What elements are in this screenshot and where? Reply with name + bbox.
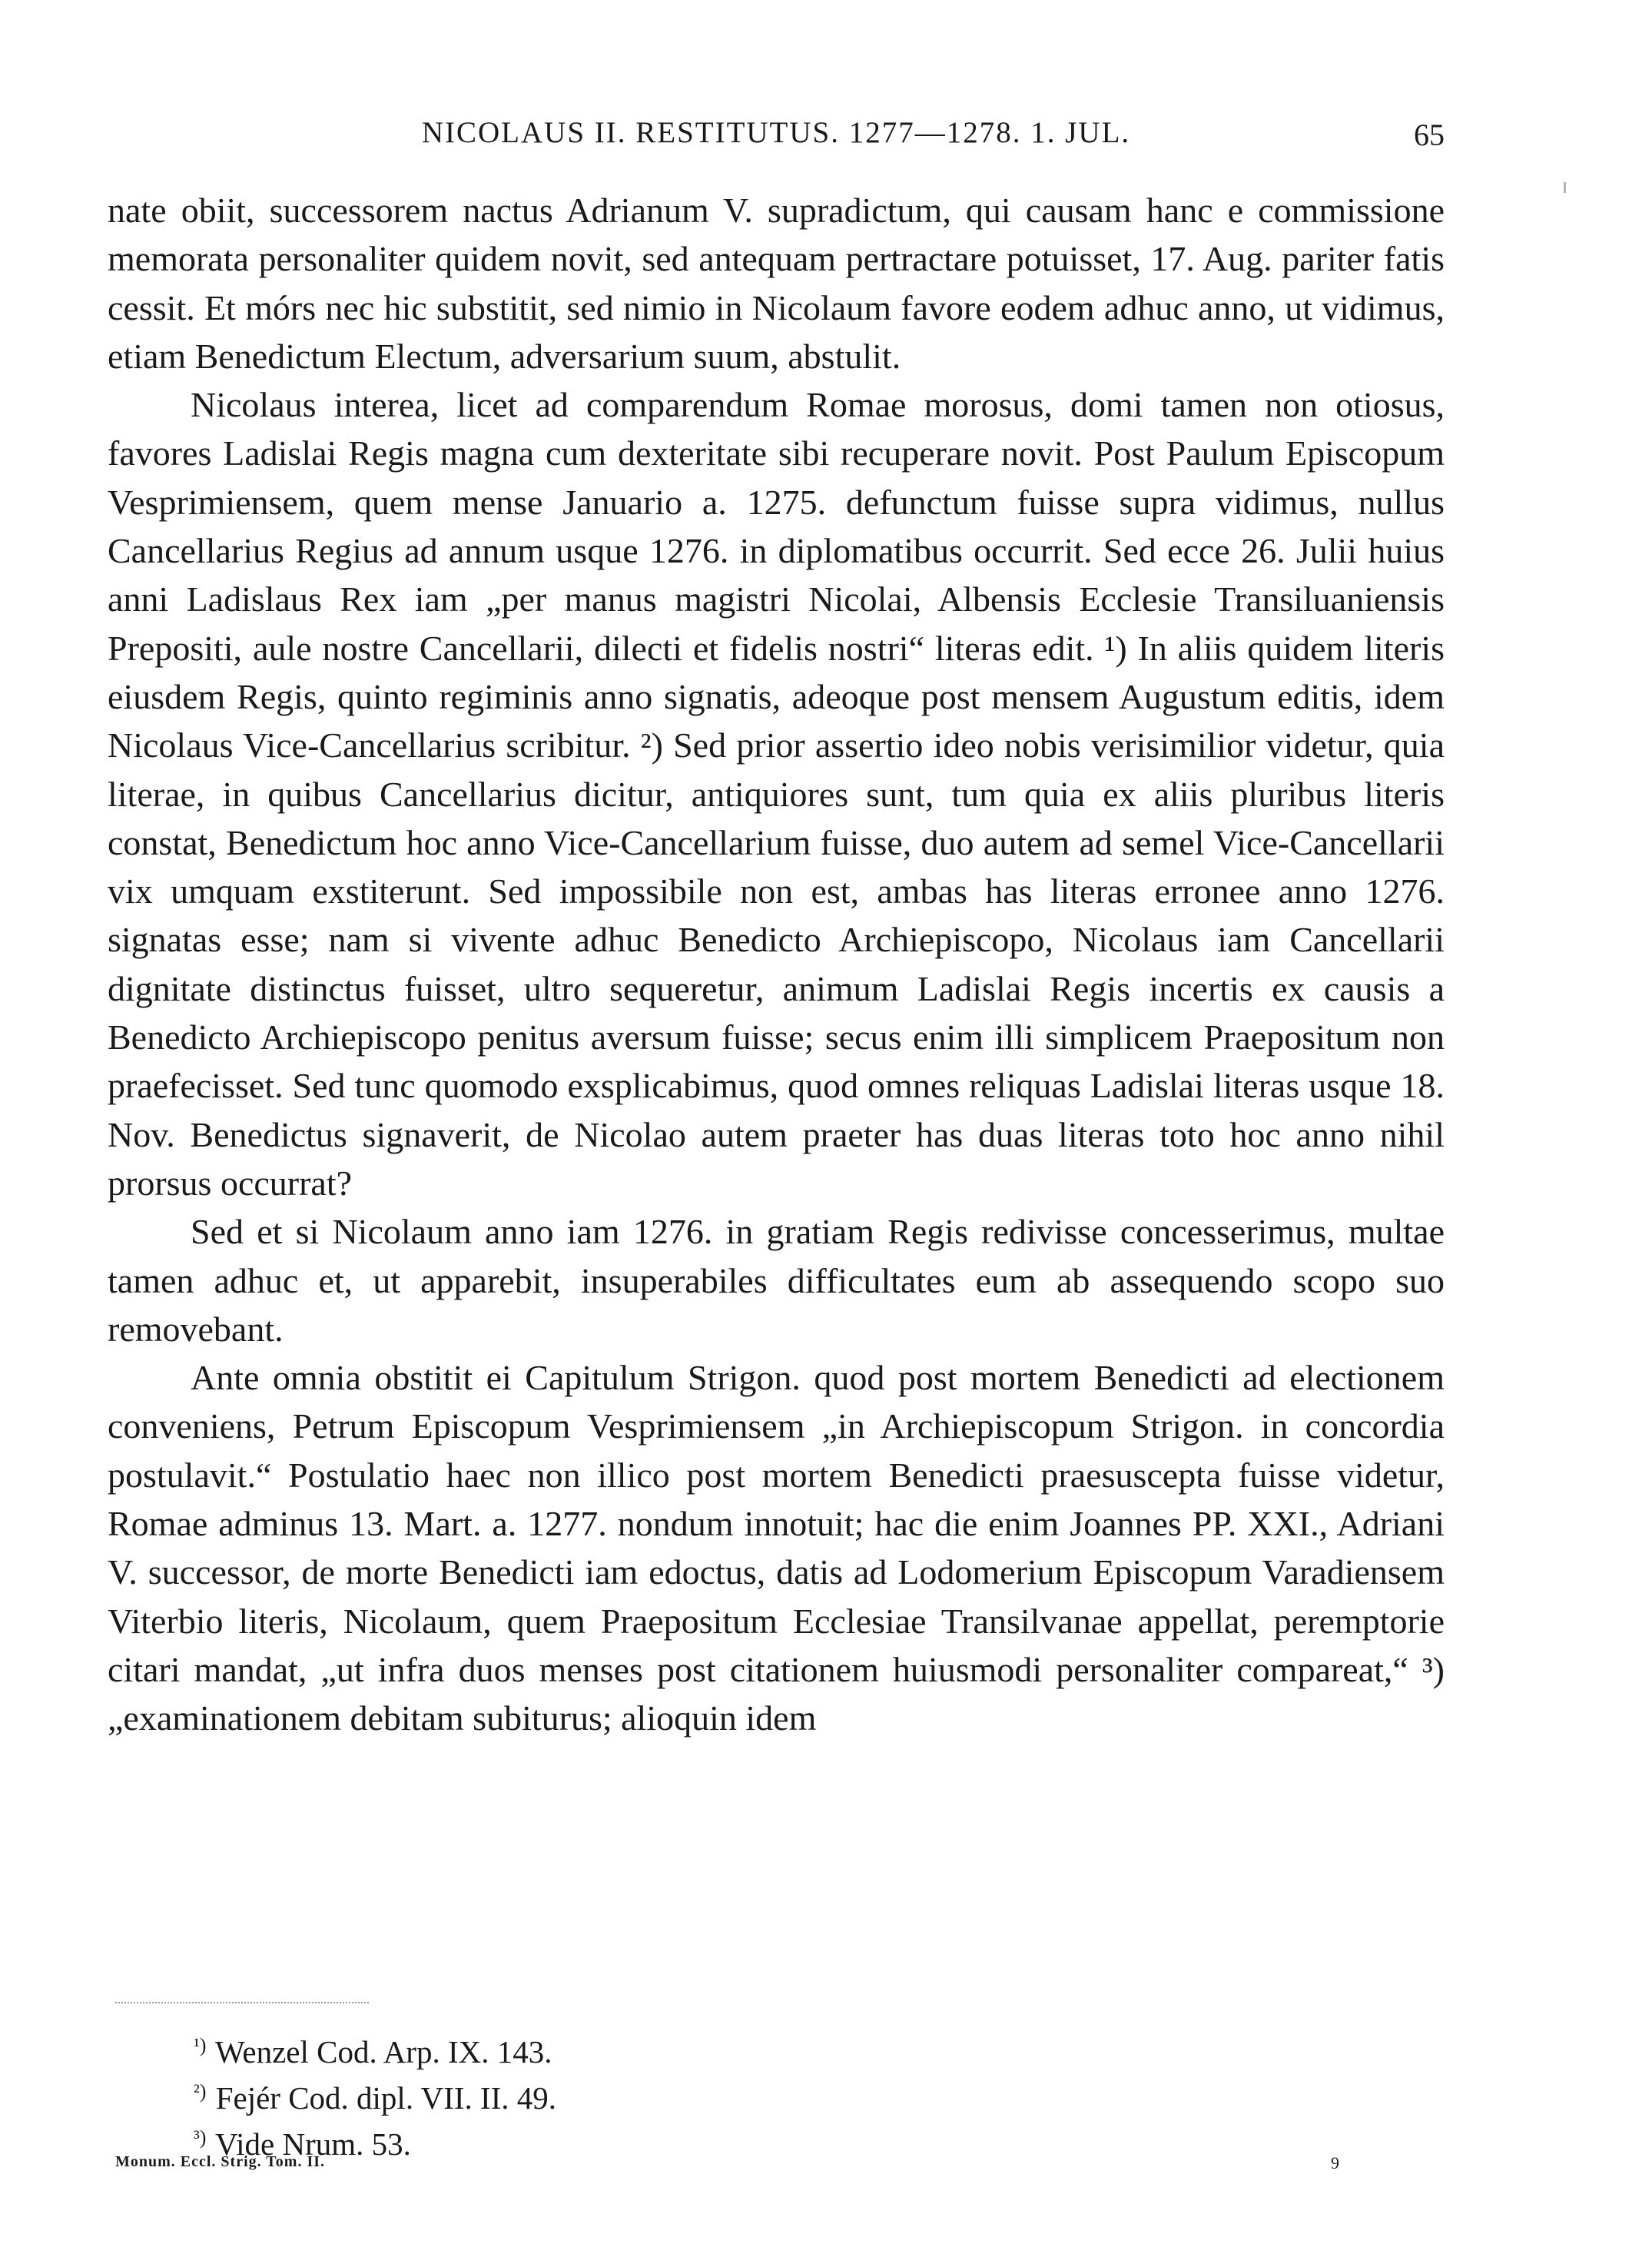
- page-number: 65: [1414, 118, 1445, 152]
- footnote-3: [194, 2118, 1116, 2164]
- margin-mark: [1564, 182, 1566, 193]
- signature-mark: 9: [1331, 2153, 1339, 2172]
- footnote-marker: ²): [194, 2080, 207, 2103]
- paragraph-ante-omnia: Ante omnia obstitit ei Capitulum Strigon. quod post mortem Benedicti ad electionem conveniens, Petrum Episcopum Vesprimiensem „in Archiepiscopum Strigon. in concordia postulavit.“ Postulatio haec non illico post mortem Benedicti praesuscepta fuisse videtur, Romae adminus 13. Mart. a. 1277. nondum innotuit; hac die enim Joannes PP. XXI., Adriani V. successor, de morte Benedicti iam edoctus, datis ad Lodomerium Episcopum Varadiensem Viterbio literis, Nicolaum, quem Praepositum Ecclesiae Transilvanae appellat, peremptorie citari mandat, „ut infra duos menses post citationem huiusmodi personaliter compareat,“ ³) „examinationem debitam subiturus; alioquin idem: [108, 1358, 1445, 1738]
- footnote-divider: [115, 2002, 369, 2003]
- running-title: NICOLAUS II. RESTITUTUS. 1277—1278. 1. JUL.: [421, 116, 1131, 149]
- paragraph-continuation: nate obiit, successorem nactus Adrianum V. supradictum, qui causam hanc e commissione memorata personaliter quidem novit, sed antequam pertractare potuisset, 17. Aug. pariter fatis cessit. Et mórs nec hic substitit, sed nimio in Nicolaum favore eodem adhuc anno, ut vidimus, etiam Benedictum Electum, adversarium suum, abstulit.: [108, 191, 1445, 376]
- footnote-2: [194, 2072, 1116, 2118]
- paragraph-nicolaus-interea: Nicolaus interea, licet ad comparendum Romae morosus, domi tamen non otiosus, favores Ladislai Regis magna cum dexteritate sibi recuperare novit. Post Paulum Episcopum Vesprimiensem, quem mense Januario a. 1275. defunctum fuisse supra vidimus, nullus Cancellarius Regius ad annum usque 1276. in diplomatibus occurrit. Sed ecce 26. Julii huius anni Ladislaus Rex iam „per manus magistri Nicolai, Albensis Ecclesie Transiluaniensis Prepositi, aule nostre Cancellarii, dilecti et fidelis nostri“ literas edit. ¹) In aliis quidem literis eiusdem Regis, quinto regiminis anno signatis, adeoque post mensem Augustum editis, idem Nicolaus Vice-Cancellarius scribitur. ²) Sed prior assertio ideo nobis verisimilior videtur, quia literae, in quibus Cancellarius dicitur, antiquiores sunt, tum quia ex aliis pluribus literis constat, Benedictum hoc anno Vice-Cancellarium fuisse, duo autem ad semel Vice-Cancellarii vix umquam exstiterunt. Sed impossibile non est, ambas has literas erronee anno 1276. signatas esse; nam si vivente adhuc Benedicto Archiepiscopo, Nicolaus iam Cancellarii dignitate distinctus fuisset, ultro sequeretur, animum Ladislai Regis incertis ex causis a Benedicto Archiepiscopo penitus aversum fuisse; secus enim illi simplicem Praepositum non praefecisset. Sed tunc quomodo exsplicabimus, quod omnes reliquas Ladislai literas usque 18. Nov. Benedictus signaverit, de Nicolao autem praeter has duas literas toto hoc anno nihil prorsus occurrat?: [108, 385, 1445, 1203]
- footnote-1: [194, 2026, 1116, 2072]
- footnote-marker: ³): [194, 2126, 207, 2149]
- printer-signature: Monum. Eccl. Strig. Tom. II.: [115, 2153, 326, 2170]
- running-header: [108, 115, 1445, 161]
- body-text: [108, 186, 1445, 1743]
- paragraph-sed-et-si: Sed et si Nicolaum anno iam 1276. in gratiam Regis redivisse concesserimus, multae tamen adhuc et, ut apparebit, insuperabiles difficultates eum ab assequendo scopo suo removebant.: [108, 1212, 1445, 1349]
- footnotes: [194, 2026, 1116, 2164]
- footnote-text: Fejér Cod. dipl. VII. II. 49.: [215, 2080, 557, 2116]
- footnote-marker: ¹): [194, 2034, 207, 2056]
- footnote-text: Vide Nrum. 53.: [214, 2126, 411, 2162]
- footnote-text: Wenzel Cod. Arp. IX. 143.: [214, 2034, 552, 2070]
